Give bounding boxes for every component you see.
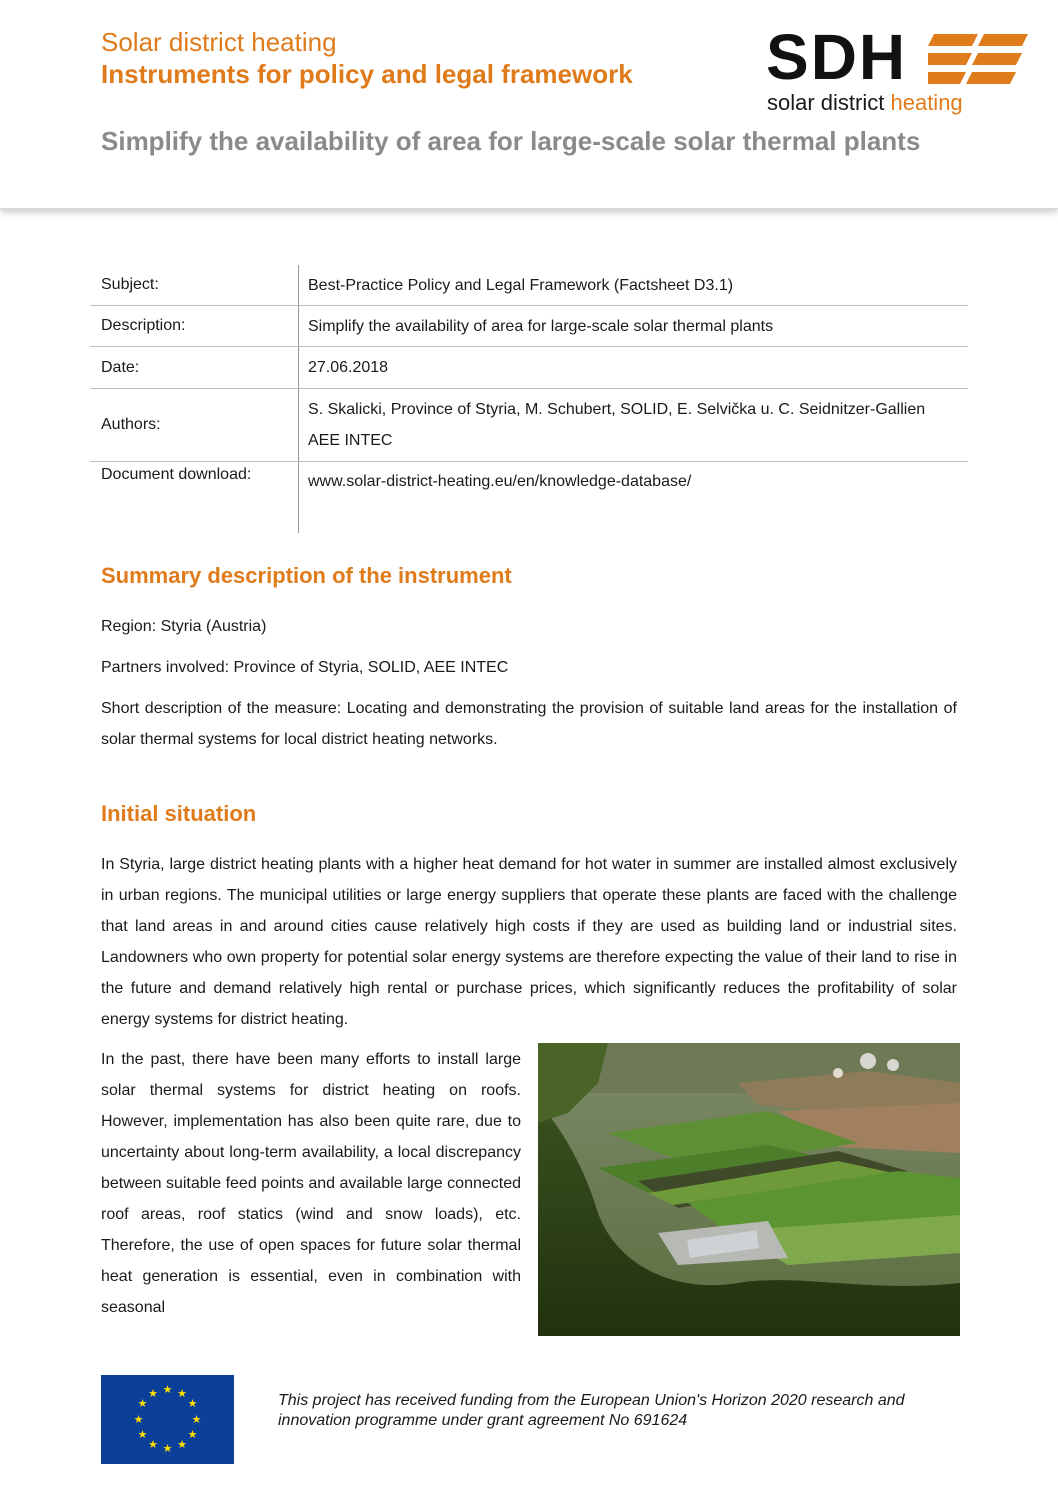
region-text: Region: Styria (Austria) [101,618,267,635]
page-title: Simplify the availability of area for large-scale solar thermal plants [101,126,921,156]
meta-row-authors [90,389,968,462]
initial-paragraph-1: In Styria, large district heating plants with a higher heat demand for hot water in summer are installed almost exclusively in urban regions. The municipal utilities or large energy suppliers that operate these plants are faced with the challenge that land areas in and around cities cause relatively high costs if they are used as building land or industrial sites. Landowners who own property for potential solar energy systems are therefore expecting the value of their land to rise in the future and demand relatively high rental or purchase prices, which significantly reduces the profitability of solar energy systems for district heating. [101,856,957,1028]
meta-row-subject [90,265,968,306]
sdh-logo [766,21,1026,118]
meta-key: Date: [90,347,299,388]
svg-text:★: ★ [187,1397,198,1410]
svg-text:★: ★ [148,1438,158,1451]
svg-text:★: ★ [137,1397,148,1410]
meta-key: Document download: [90,462,299,533]
meta-value: S. Skalicki, Province of Styria, M. Schubert, SOLID, E. Selvička u. C. Seidnitzer-Gallien AEE INTEC [308,401,926,449]
meta-row-date [90,347,968,389]
initial-situation-heading: Initial situation [101,801,257,826]
page-header [0,0,1058,209]
funding-statement: This project has received funding from the European Union's Horizon 2020 research and innovation programme under grant agreement No 691624 [278,1392,905,1429]
initial-paragraph-2: In the past, there have been many efforts to install large solar thermal systems for district heating on roofs. However, implementation has also been quite rare, due to uncertainty about long-term availability, a local discrepancy between suitable feed points and available large connected roof areas, roof statics (wind and snow loads), etc. Therefore, the use of open spaces for future solar thermal heat generation is essential, even in combination with seasonal [101,1051,521,1316]
meta-key: Authors: [90,389,299,461]
svg-text:★: ★ [162,1442,173,1455]
summary-heading: Summary description of the instrument [101,563,512,588]
logo-subtitle: solar district heating [767,90,963,115]
logo-bars-icon [928,34,1028,84]
short-description-text: Short description of the measure: Locating and demonstrating the provision of suitable land areas for the installation of solar thermal systems for local district heating networks. [101,700,957,748]
meta-value: Best-Practice Policy and Legal Framework (Factsheet D3.1) [308,276,734,294]
meta-value: Simplify the availability of area for large-scale solar thermal plants [308,317,774,335]
meta-row-description [90,306,968,347]
meta-row-download [90,462,968,533]
svg-text:★: ★ [191,1413,202,1426]
download-link[interactable]: www.solar-district-heating.eu/en/knowledge-database/ [308,473,692,490]
svg-text:★: ★ [148,1387,158,1400]
header-category: Solar district heating [101,27,337,57]
svg-text:★: ★ [137,1428,148,1441]
meta-key: Subject: [90,265,299,305]
eu-flag-icon [101,1375,234,1464]
aerial-photo-solar-field [538,1043,960,1336]
header-subcategory: Instruments for policy and legal framework [101,59,633,89]
partners-text: Partners involved: Province of Styria, SOLID, AEE INTEC [101,659,509,676]
svg-text:★: ★ [162,1383,173,1396]
document-metadata-table [90,265,968,533]
svg-text:★: ★ [177,1387,187,1400]
meta-key: Description: [90,306,299,346]
svg-text:★: ★ [187,1428,198,1441]
svg-text:★: ★ [177,1438,187,1451]
logo-letters: SDH [766,21,908,93]
aerial-landscape-image [538,1043,960,1336]
svg-text:★: ★ [133,1413,144,1426]
meta-value: 27.06.2018 [308,359,389,376]
eu-stars-icon [101,1375,234,1464]
